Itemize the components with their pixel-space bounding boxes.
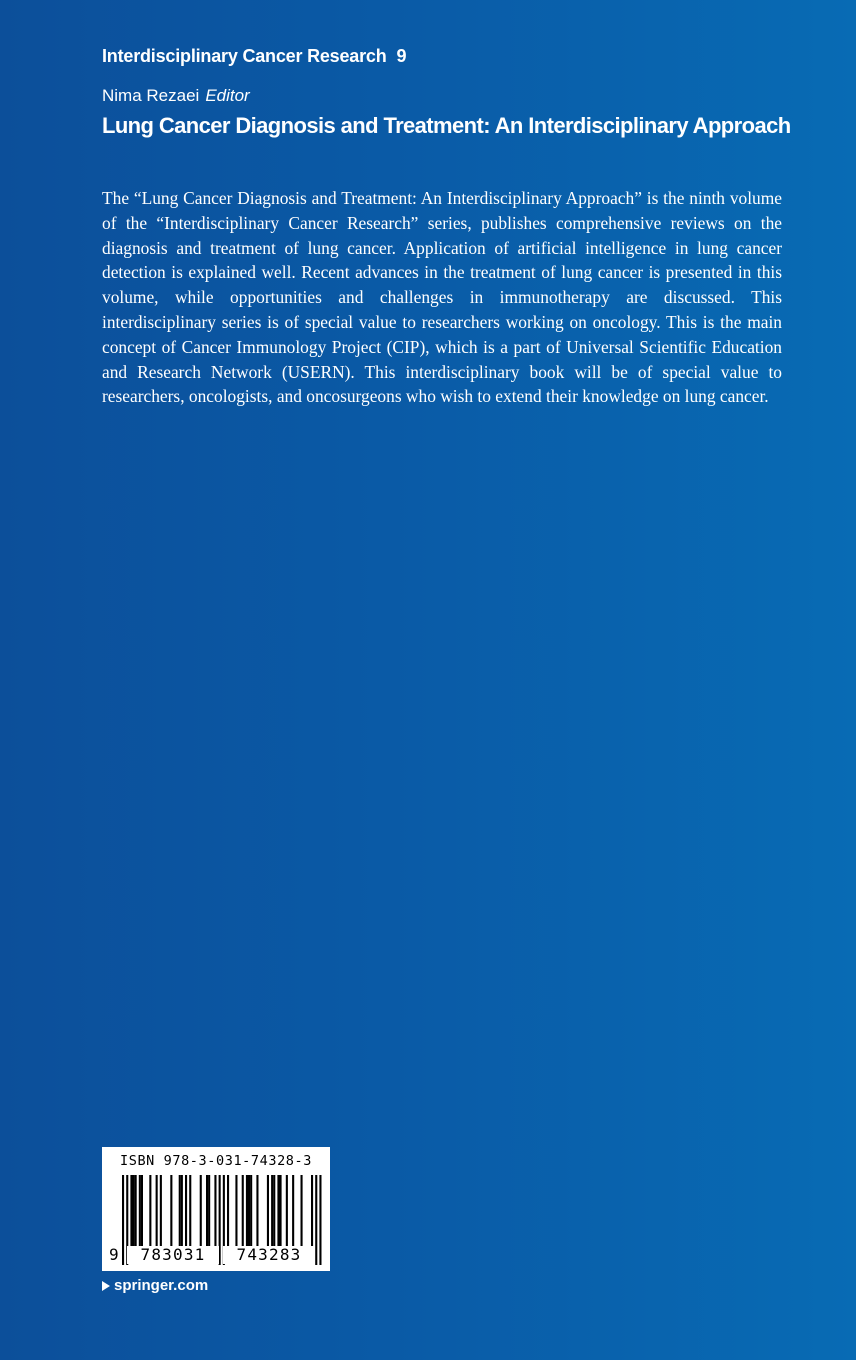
series-title bbox=[102, 46, 406, 67]
barcode-bar bbox=[242, 1175, 244, 1247]
editor-line bbox=[102, 86, 250, 106]
barcode-bar bbox=[248, 1175, 250, 1247]
barcode-bar bbox=[286, 1175, 288, 1247]
barcode-bar bbox=[185, 1175, 187, 1247]
barcode-left-digits: 783031 bbox=[127, 1246, 219, 1264]
barcode-bar bbox=[311, 1175, 313, 1247]
barcode-bar bbox=[130, 1175, 132, 1247]
barcode-bar bbox=[301, 1175, 303, 1247]
editor-name: Nima Rezaei bbox=[102, 86, 200, 105]
book-title: Lung Cancer Diagnosis and Treatment: An Interdisciplinary Approach bbox=[102, 113, 791, 138]
barcode-bar bbox=[267, 1175, 269, 1247]
isbn-label: ISBN 978-3-031-74328-3 bbox=[119, 1153, 312, 1169]
barcode-bar bbox=[227, 1175, 229, 1247]
barcode-bar bbox=[156, 1175, 158, 1247]
series-volume: 9 bbox=[396, 46, 407, 66]
isbn-barcode bbox=[102, 1147, 330, 1271]
editor-role: Editor bbox=[205, 86, 250, 105]
barcode-bar bbox=[292, 1175, 294, 1247]
barcode-bar bbox=[315, 1175, 317, 1265]
barcode-bar bbox=[135, 1175, 137, 1247]
barcode-first-digit: 9 bbox=[109, 1245, 119, 1264]
barcode-bar bbox=[250, 1175, 252, 1247]
barcode-bar bbox=[277, 1175, 279, 1247]
book-description: The “Lung Cancer Diagnosis and Treatment: An Interdisciplinary Approach” is the ninth volume of the “Interdisciplinary Cancer Research” series, publishes comprehensive reviews on the diagnosis and treatment of lung cancer. Application of artificial intelligence in lung cancer detection is explained well. Recent advances in the treatment of lung cancer is presented in this volume, while opportunities and challenges in immunotherapy are discussed. This interdisciplinary series is of special value to researchers working on oncology. This is the main concept of Cancer Immunology Project (CIP), which is a part of Universal Scientific Education and Research Network (USERN). This interdisciplinary book will be of special value to researchers, oncologists, and oncosurgeons who wish to extend their knowledge on lung cancer. bbox=[102, 188, 782, 407]
barcode-bar bbox=[256, 1175, 258, 1247]
barcode-bar bbox=[206, 1175, 208, 1247]
barcode-bar bbox=[235, 1175, 237, 1247]
barcode-bar bbox=[280, 1175, 282, 1247]
barcode-bar bbox=[170, 1175, 172, 1247]
publisher-link[interactable] bbox=[102, 1277, 208, 1294]
barcode-right-digits: 743283 bbox=[223, 1246, 315, 1264]
barcode-bar bbox=[160, 1175, 162, 1247]
barcode-bar bbox=[179, 1175, 181, 1247]
barcode-bar bbox=[149, 1175, 151, 1247]
publisher-link-text: springer.com bbox=[114, 1277, 209, 1294]
barcode-bar bbox=[208, 1175, 210, 1247]
barcode-bar bbox=[122, 1175, 124, 1265]
barcode-bar bbox=[319, 1175, 321, 1265]
barcode-bar bbox=[139, 1175, 141, 1247]
barcode-bar bbox=[133, 1175, 135, 1247]
barcode-bar bbox=[189, 1175, 191, 1247]
barcode-bar bbox=[273, 1175, 275, 1247]
barcode-bar bbox=[246, 1175, 248, 1247]
barcode-bar bbox=[214, 1175, 216, 1247]
barcode-bar bbox=[271, 1175, 273, 1247]
barcode-bar bbox=[200, 1175, 202, 1247]
arrow-right-icon bbox=[102, 1281, 110, 1291]
barcode-bar bbox=[141, 1175, 143, 1247]
barcode-bar bbox=[181, 1175, 183, 1247]
series-name: Interdisciplinary Cancer Research bbox=[102, 46, 387, 66]
